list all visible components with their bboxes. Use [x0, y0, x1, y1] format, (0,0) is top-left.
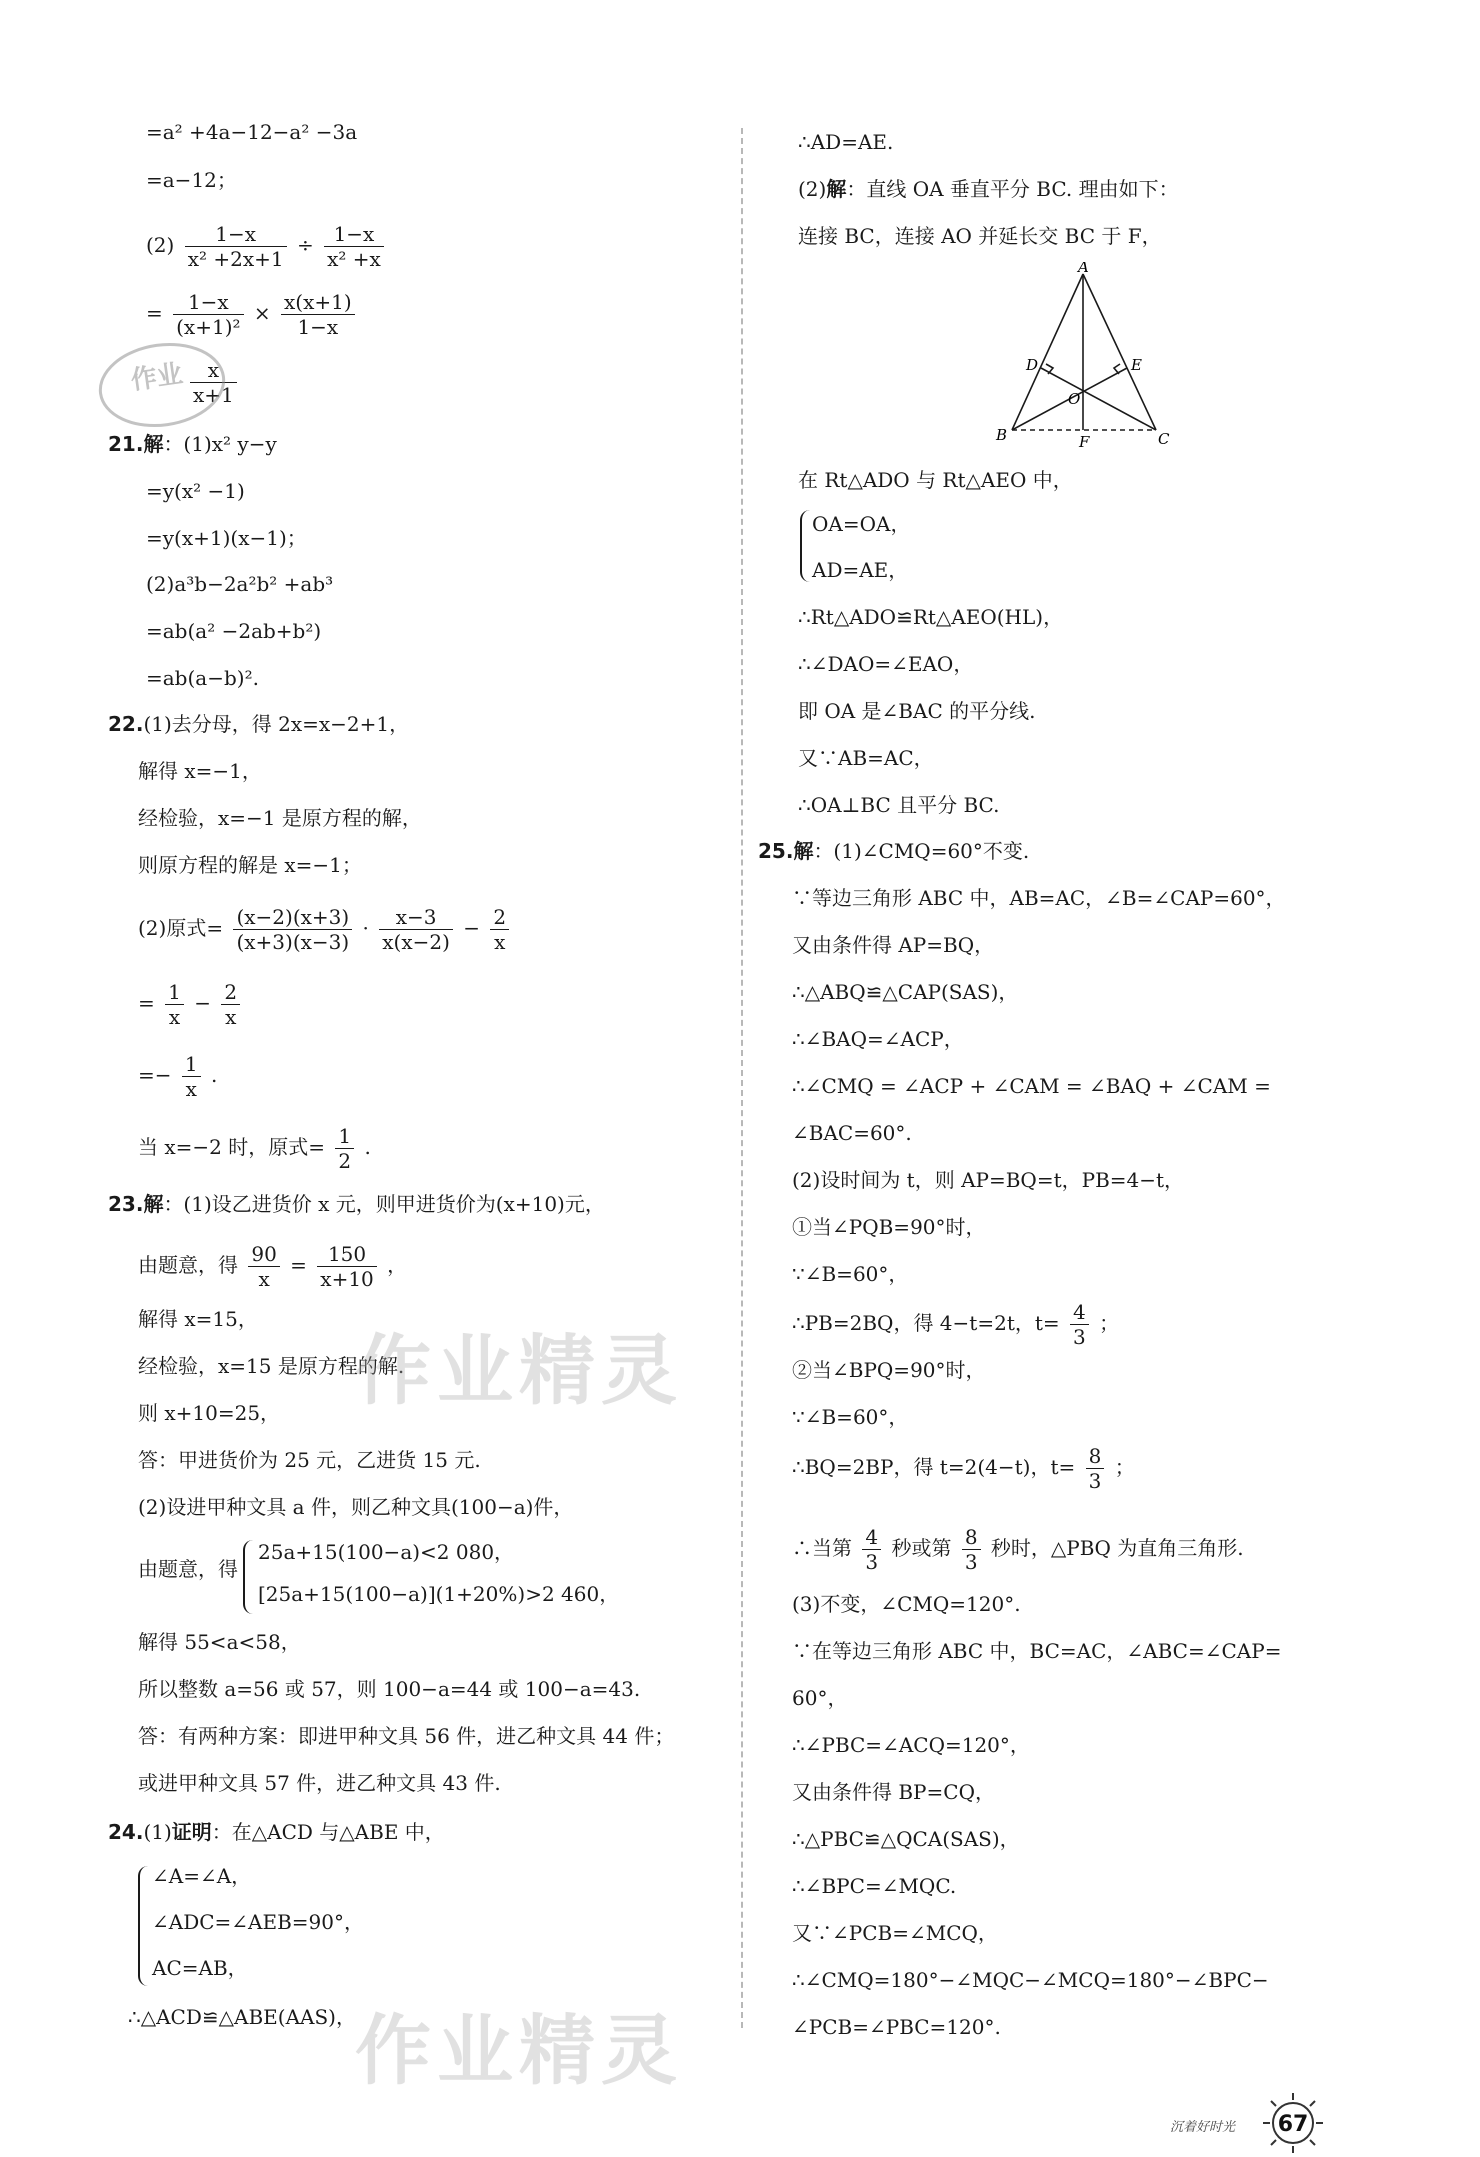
text-line: 在 Rt△ADO 与 Rt△AEO 中，	[798, 468, 1073, 492]
text-line: (2)a³b−2a²b² +ab³	[146, 572, 334, 596]
text-line: ∴∠DAO=∠EAO，	[798, 652, 974, 676]
text-line: =a−12；	[146, 168, 237, 192]
text-line: 则原方程的解是 x=−1；	[138, 853, 362, 877]
math-line	[792, 1525, 1244, 1574]
question-25	[758, 837, 1029, 865]
fraction: $\frac{8}{3}$	[1086, 1444, 1105, 1493]
operator: ·	[362, 916, 369, 940]
question-24	[108, 1818, 445, 1846]
text-line: (3)不变，∠CMQ=120°.	[792, 1592, 1021, 1616]
text-line: 25a+15(100−a)<2 080，	[258, 1540, 515, 1564]
text-line: ∵∠B=60°，	[792, 1405, 909, 1429]
fraction: $\frac{150}{x+10}$	[317, 1242, 377, 1291]
text-line: ∵∠B=60°，	[792, 1262, 909, 1286]
fraction: $\frac{x(x+1)}{1-x}$	[281, 290, 355, 339]
label-d: D	[1026, 356, 1039, 374]
label-a: A	[1078, 262, 1089, 276]
math-line	[138, 1052, 217, 1101]
fraction: $\frac{1-x}{\text{x² +x}}$	[324, 222, 384, 271]
text: ，	[387, 1253, 408, 1277]
text-line: ∴△ACD≌△ABE(AAS)，	[128, 2005, 356, 2029]
text-line: =ab(a² −2ab+b²)	[146, 619, 322, 643]
text-line: 又∵∠PCB=∠MCQ，	[792, 1921, 998, 1945]
brace	[243, 1540, 255, 1614]
text-line: 答：甲进货价为 25 元，乙进货 15 元.	[138, 1448, 481, 1472]
operator: ×	[253, 301, 271, 325]
text: .	[364, 1135, 371, 1159]
text-line: ∴∠PBC=∠ACQ=120°，	[792, 1733, 1030, 1757]
text-line: ∠A=∠A，	[152, 1864, 252, 1888]
text: (1)	[143, 1820, 172, 1844]
text-line: ①当∠PQB=90°时，	[792, 1215, 986, 1239]
watermark: 作业精灵	[355, 1326, 683, 1415]
answer-tag: 解	[793, 839, 814, 863]
text-line: AD=AE，	[812, 558, 909, 582]
operator: −	[194, 991, 211, 1015]
math-line	[138, 1124, 371, 1173]
fraction: $\frac{x-3}{x(x-2)}$	[379, 905, 453, 954]
text-line: 经检验，x=15 是原方程的解.	[138, 1354, 405, 1378]
text-line: ∴∠CMQ = ∠ACP + ∠CAM = ∠BAQ + ∠CAM =	[792, 1074, 1271, 1098]
question-23	[108, 1190, 605, 1218]
answer-tag: 解	[143, 1192, 164, 1216]
text-line: ∴∠BAQ=∠ACP，	[792, 1027, 964, 1051]
label-b: B	[996, 426, 1008, 444]
segment-cd	[1041, 368, 1156, 430]
text-line: ∴∠BPC=∠MQC.	[792, 1874, 957, 1898]
text-line: 所以整数 a=56 或 57，则 100−a=44 或 100−a=43.	[138, 1677, 641, 1701]
footer-text: 沉着好时光	[1170, 2120, 1236, 2135]
text-line: =y(x+1)(x−1)；	[146, 526, 307, 550]
text: 当 x=−2 时，原式=	[138, 1135, 325, 1159]
math-line	[138, 1242, 407, 1291]
text-line: 又∵AB=AC，	[798, 746, 934, 770]
text-line: 解得 x=−1，	[138, 759, 262, 783]
text: 由题意，得	[138, 1253, 238, 1277]
operator: =	[290, 1253, 307, 1277]
answer-tag: 解	[143, 432, 164, 456]
text-line: 则 x+10=25，	[138, 1401, 281, 1425]
text-line: (2)设时间为 t，则 AP=BQ=t，PB=4−t，	[792, 1168, 1185, 1192]
fraction: $\frac{1}{2}$	[335, 1124, 354, 1173]
label-c: C	[1158, 430, 1170, 448]
brace	[138, 1866, 150, 1986]
text-line: AC=AB，	[152, 1956, 248, 1980]
fraction: $\frac{90}{x}$	[248, 1242, 279, 1291]
text: ；	[1114, 1455, 1135, 1479]
text-line: ∠PCB=∠PBC=120°.	[792, 2015, 1001, 2039]
text-line: 经检验，x=−1 是原方程的解，	[138, 806, 422, 830]
label-e: E	[1131, 356, 1142, 374]
question-number: 24.	[108, 1820, 144, 1844]
text: ；	[1099, 1311, 1120, 1335]
text-line: =a² +4a−12−a² −3a	[146, 120, 358, 144]
text-line: ∴△ABQ≌△CAP(SAS)，	[792, 980, 1019, 1004]
triangle-diagram	[990, 262, 1170, 452]
brace	[800, 510, 812, 582]
text-line: 60°，	[792, 1686, 848, 1710]
text: (2)原式=	[138, 916, 224, 940]
text: =−	[138, 1063, 172, 1087]
text: (1)去分母，得 2x=x−2+1，	[143, 712, 410, 736]
text-line: (2)设进甲种文具 a 件，则乙种文具(100−a)件，	[138, 1495, 574, 1519]
text-line: 解得 55<a<58，	[138, 1630, 301, 1654]
question-number: 23.	[108, 1192, 144, 1216]
question-number: 22.	[108, 712, 144, 736]
text-line: 即 OA 是∠BAC 的平分线.	[798, 699, 1036, 723]
text: (2)	[798, 177, 827, 201]
math-line	[138, 905, 513, 954]
fraction: $\frac{4}{3}$	[862, 1525, 881, 1574]
text-line: ∠ADC=∠AEB=90°，	[152, 1910, 365, 1934]
question-22	[108, 710, 409, 738]
text-line: 或进甲种文具 57 件，进乙种文具 43 件.	[138, 1771, 501, 1795]
text-line	[798, 175, 1179, 203]
fraction: $\frac{8}{3}$	[962, 1525, 981, 1574]
text: ：在△ACD 与△ABE 中，	[211, 1820, 445, 1844]
text-line: =y(x² −1)	[146, 479, 245, 503]
page-number: 67	[1277, 2112, 1309, 2137]
operator: ÷	[296, 233, 314, 257]
text-line: 又由条件得 AP=BQ，	[792, 933, 995, 957]
question-number: 25.	[758, 839, 794, 863]
fraction: $\frac{1}{x}$	[182, 1052, 201, 1101]
label-o: O	[1068, 390, 1081, 408]
text: =	[138, 991, 155, 1015]
text: ：(1)∠CMQ=60°不变.	[813, 839, 1030, 863]
text: =	[146, 301, 163, 325]
operator: −	[463, 916, 481, 940]
text-line: 连接 BC，连接 AO 并延长交 BC 于 F，	[798, 224, 1162, 248]
fraction: $\frac{1-x}{\text{(x+1)²}}$	[173, 290, 243, 339]
math-line	[792, 1300, 1119, 1349]
math-line	[792, 1444, 1135, 1493]
text-line: [25a+15(100−a)](1+20%)>2 460，	[258, 1582, 620, 1606]
text: ：直线 OA 垂直平分 BC. 理由如下：	[846, 177, 1179, 201]
text-line: 答：有两种方案：即进甲种文具 56 件，进乙种文具 44 件；	[138, 1724, 675, 1748]
right-angle-d	[1046, 364, 1053, 374]
text-line: ∵在等边三角形 ABC 中，BC=AC，∠ABC=∠CAP=	[792, 1639, 1282, 1663]
text-line: ②当∠BPQ=90°时，	[792, 1358, 986, 1382]
fraction: $\frac{1}{x}$	[165, 980, 184, 1029]
fraction: $\frac{x}{x+1}$	[190, 358, 237, 407]
fraction: $\frac{2}{x}$	[221, 980, 240, 1029]
side-ac	[1083, 274, 1156, 430]
text: .	[210, 1063, 218, 1087]
text: ∴当第	[792, 1536, 852, 1560]
watermark: 作业精灵	[355, 2006, 683, 2095]
fraction: $\frac{1-x}{\text{x² +2x+1}}$	[185, 222, 287, 271]
label-f: F	[1079, 433, 1090, 451]
math-line	[138, 980, 244, 1029]
text-line: 解得 x=15，	[138, 1307, 258, 1331]
text: 由题意，得	[138, 1557, 238, 1581]
question-number: 21.	[108, 432, 144, 456]
text-line: ∵等边三角形 ABC 中，AB=AC，∠B=∠CAP=60°，	[792, 886, 1286, 910]
page-number-badge	[1262, 2092, 1324, 2154]
fraction: $\frac{2}{x}$	[490, 905, 509, 954]
text-line: ∴∠CMQ=180°−∠MQC−∠MCQ=180°−∠BPC−	[792, 1968, 1269, 1992]
answer-tag: 证明	[171, 1820, 212, 1844]
answer-tag: 解	[826, 177, 847, 201]
text: ：(1)设乙进货价 x 元，则甲进货价为(x+10)元，	[163, 1192, 605, 1216]
text: 秒时，△PBQ 为直角三角形.	[990, 1536, 1244, 1560]
text: 秒或第	[891, 1536, 952, 1560]
text: (2)	[146, 233, 175, 257]
text: ∴BQ=2BP，得 t=2(4−t)，t=	[792, 1455, 1076, 1479]
text-line: ∴AD=AE.	[798, 130, 894, 154]
column-divider	[741, 128, 743, 2028]
text-line: OA=OA，	[812, 512, 911, 536]
text-line: =ab(a−b)².	[146, 666, 259, 690]
math-line	[146, 222, 388, 271]
text-line: ∴△PBC≌△QCA(SAS)，	[792, 1827, 1020, 1851]
text-line: 又由条件得 BP=CQ，	[792, 1780, 995, 1804]
stamp-text: 作业	[129, 359, 185, 397]
text-line: ∴Rt△ADO≌Rt△AEO(HL)，	[798, 605, 1064, 629]
text: ：(1)x² y−y	[163, 432, 277, 456]
fraction: $\frac{4}{3}$	[1070, 1300, 1089, 1349]
fraction: $\frac{(x-2)(x+3)}{(x+3)(x-3)}$	[233, 905, 352, 954]
text-line: ∠BAC=60°.	[792, 1121, 912, 1145]
stamp-logo	[86, 326, 239, 445]
text-line: ∴OA⊥BC 且平分 BC.	[798, 793, 1000, 817]
text: ∴PB=2BQ，得 4−t=2t，t=	[792, 1311, 1060, 1335]
